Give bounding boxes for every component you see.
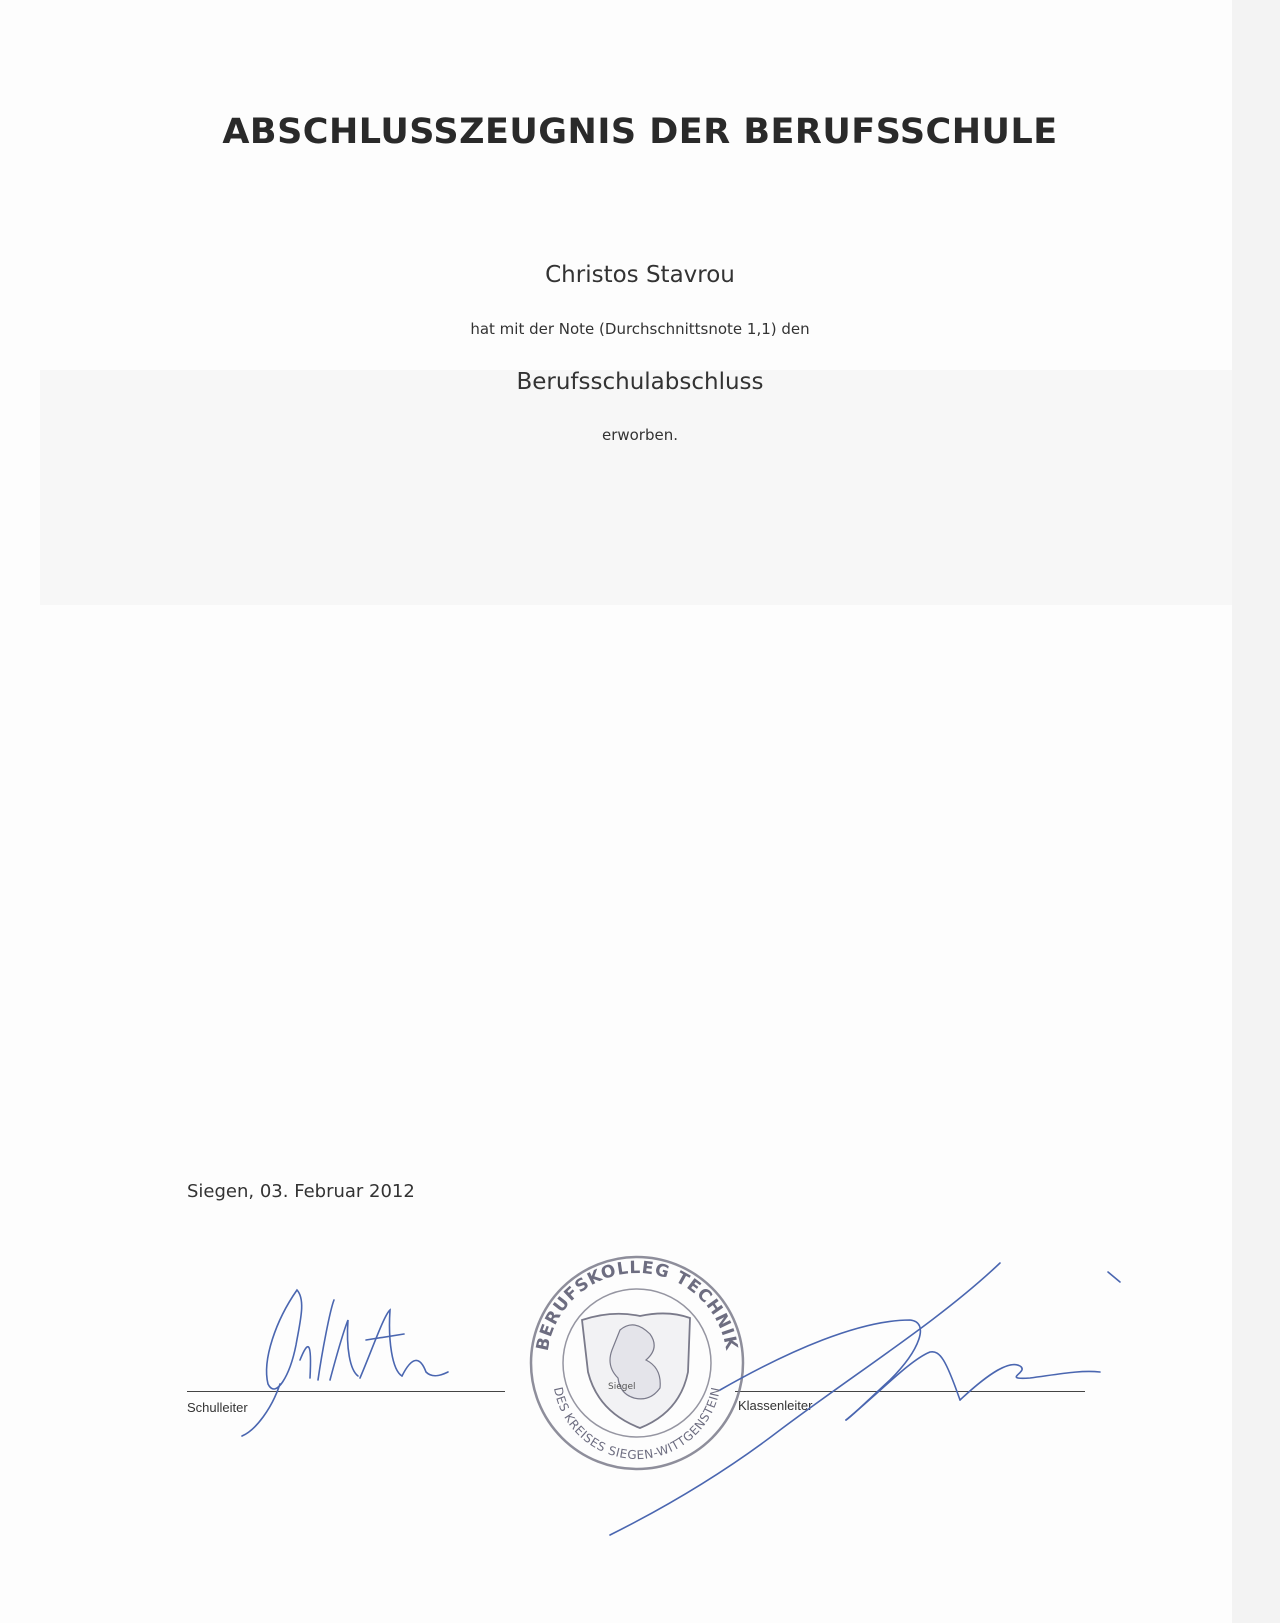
signature-label-left: Schulleiter bbox=[187, 1400, 248, 1415]
seal-center-label: Siegel bbox=[608, 1382, 636, 1392]
signature-schulleiter bbox=[242, 1290, 448, 1436]
official-seal bbox=[531, 1257, 743, 1469]
completion-text: erworben. bbox=[601, 426, 679, 444]
recipient-name: Christos Stavrou bbox=[545, 262, 735, 288]
signature-klassenleiter bbox=[610, 1263, 1120, 1535]
degree-name: Berufsschulabschluss bbox=[516, 369, 764, 395]
grade-line: hat mit der Note (Durchschnittsnote 1,1) den bbox=[470, 320, 810, 338]
signature-label-right: Klassenleiter bbox=[738, 1398, 813, 1413]
certificate-title: ABSCHLUSSZEUGNIS DER BERUFSSCHULE bbox=[222, 112, 1058, 152]
place-and-date: Siegen, 03. Februar 2012 bbox=[187, 1181, 415, 1202]
seal-top-text: BERUFSKOLLEG TECHNIK bbox=[532, 1257, 742, 1353]
seal-bottom-text: DES KREISES SIEGEN-WITTGENSTEIN bbox=[550, 1385, 724, 1463]
